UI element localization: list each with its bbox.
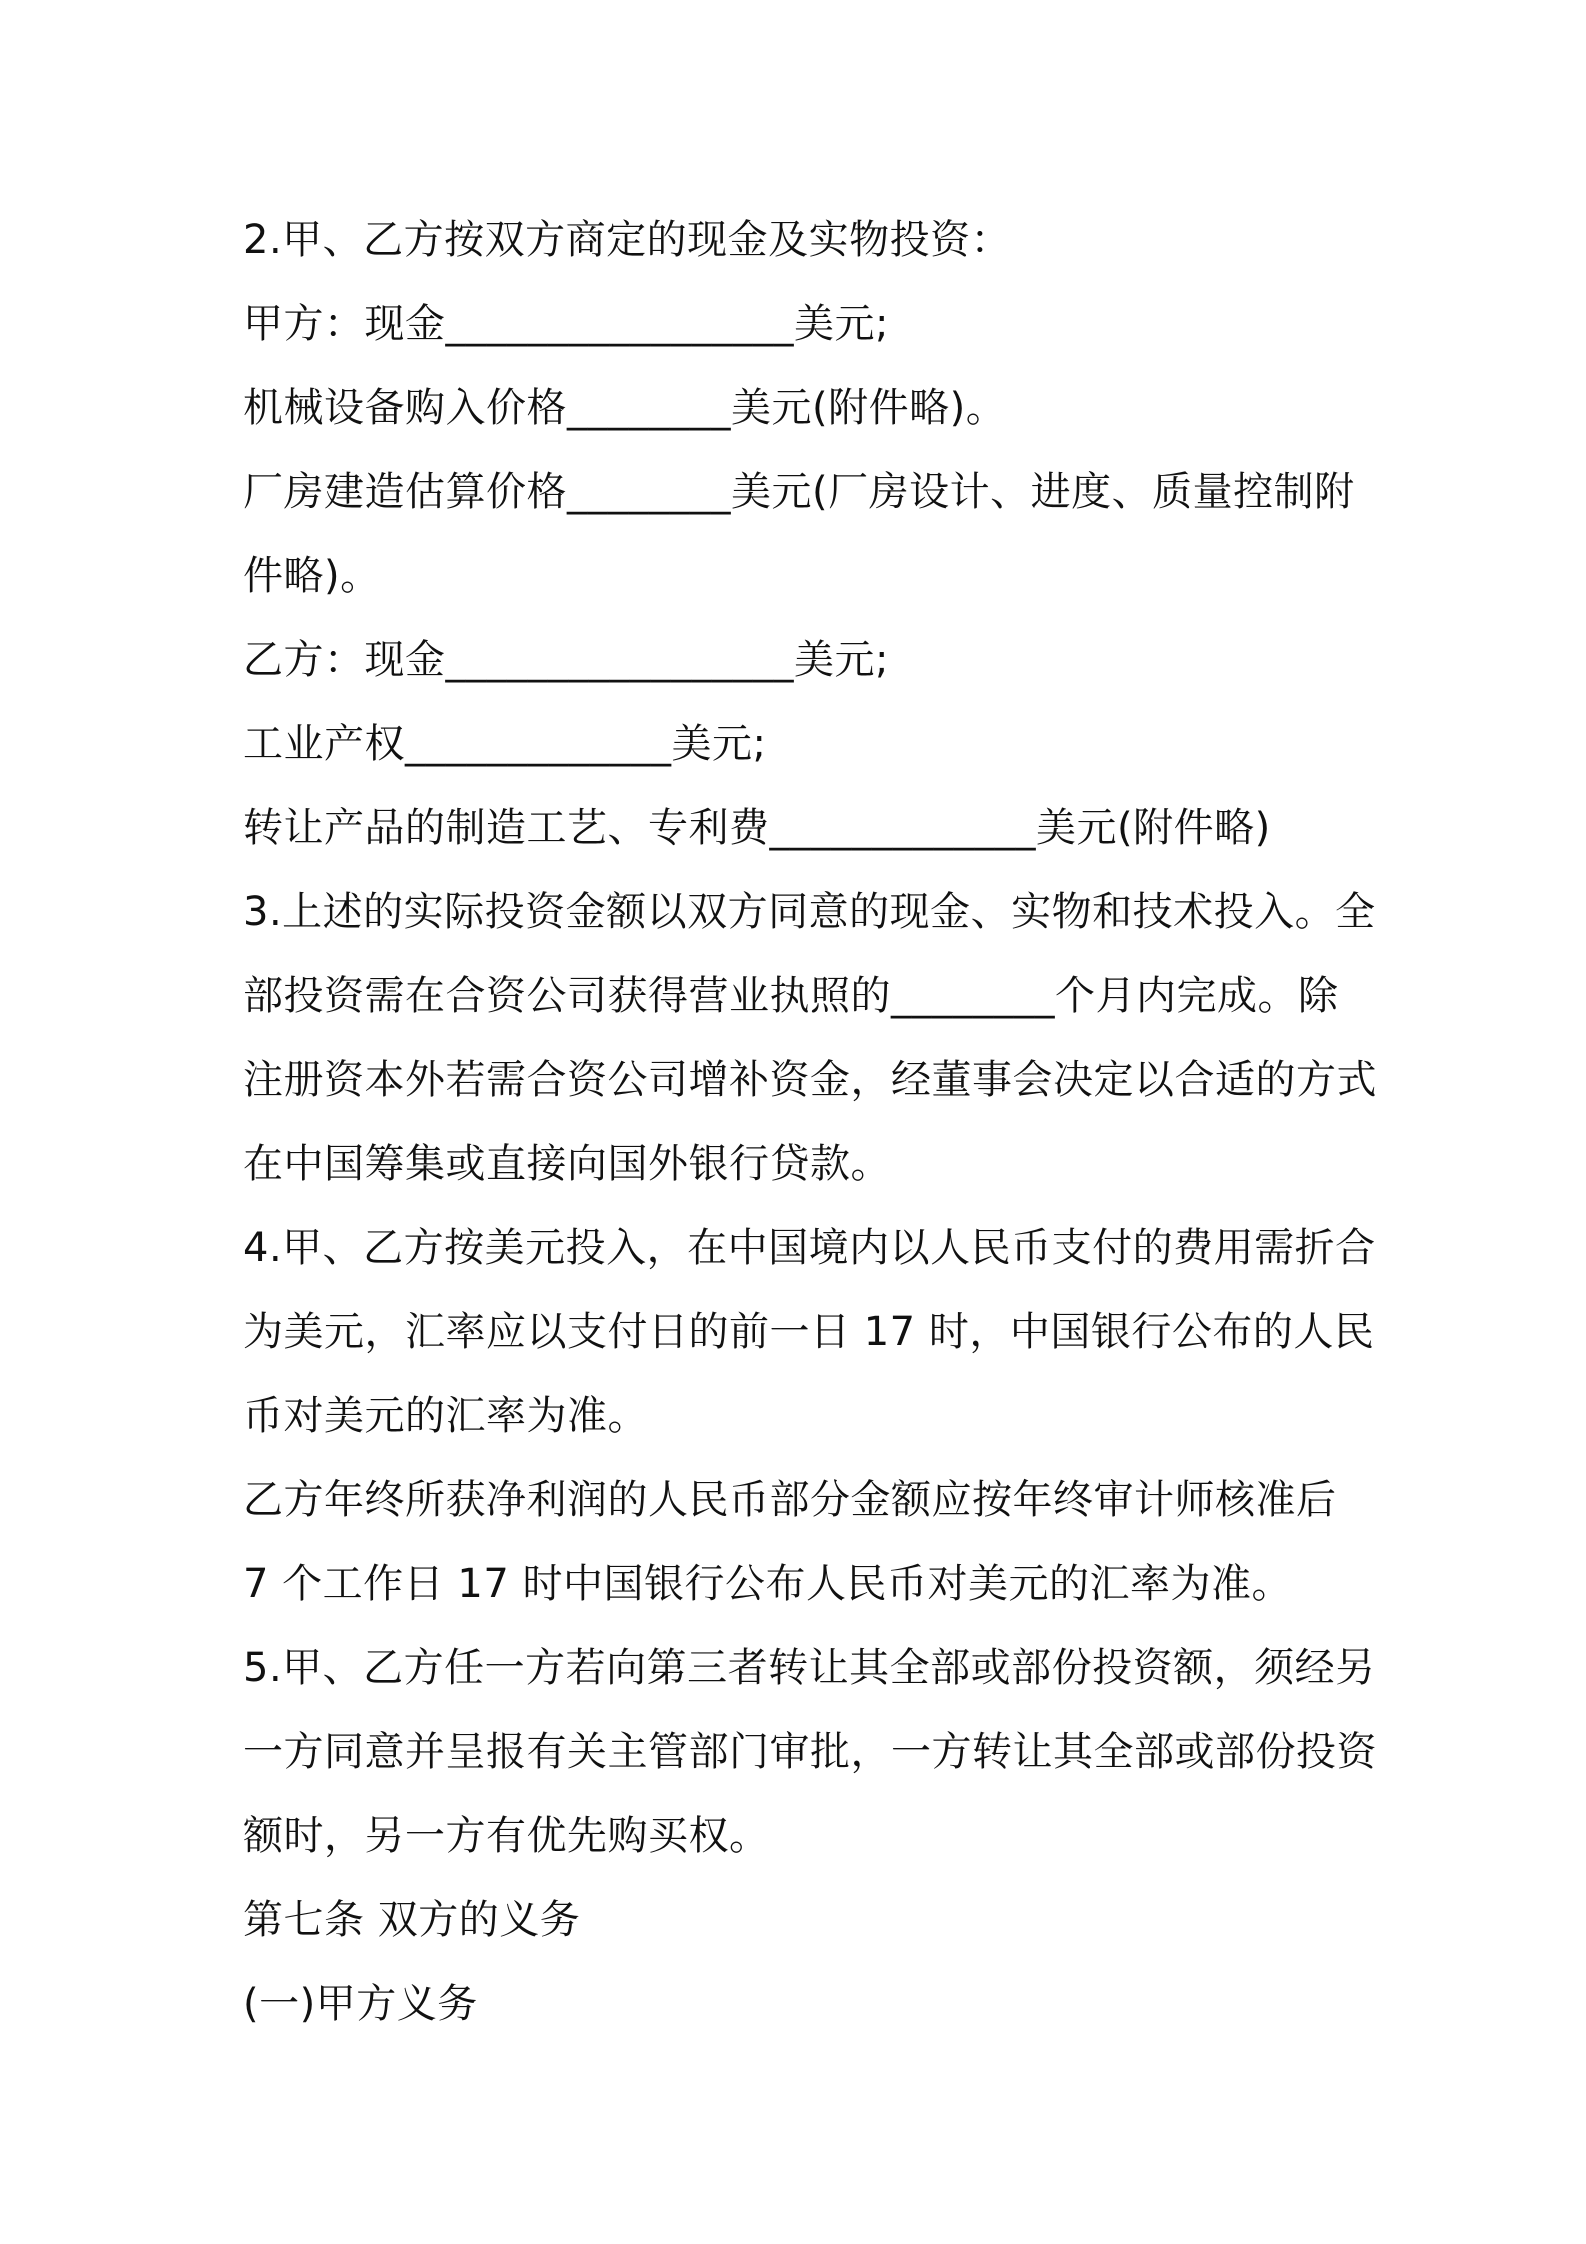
clause-4-line-3: 币对美元的汇率为准。	[243, 1393, 648, 1439]
party-a-cash-line: 甲方：现金_________________美元;	[243, 301, 889, 347]
clause-3-line-3: 注册资本外若需合资公司增补资金，经董事会决定以合适的方式	[243, 1057, 1377, 1103]
profit-conversion-line-2: 7 个工作日 17 时中国银行公布人民币对美元的汇率为准。	[243, 1561, 1292, 1607]
factory-price-line: 厂房建造估算价格________美元(厂房设计、进度、质量控制附	[243, 469, 1355, 515]
clause-2-heading: 2.甲、乙方按双方商定的现金及实物投资：	[243, 217, 1012, 263]
equipment-price-line: 机械设备购入价格________美元(附件略)。	[243, 385, 1007, 431]
clause-3-line-2: 部投资需在合资公司获得营业执照的________个月内完成。除	[243, 973, 1339, 1019]
document-body	[243, 198, 1377, 2046]
party-b-cash-line: 乙方：现金_________________美元;	[243, 637, 889, 683]
clause-4-line-1: 4.甲、乙方按美元投入，在中国境内以人民币支付的费用需折合	[243, 1225, 1376, 1271]
clause-4-line-2: 为美元，汇率应以支付日的前一日 17 时，中国银行公布的人民	[243, 1309, 1375, 1355]
clause-3-line-4: 在中国筹集或直接向国外银行贷款。	[243, 1141, 891, 1187]
article-7-heading: 第七条 双方的义务	[243, 1897, 581, 1943]
clause-3-line-1: 3.上述的实际投资金额以双方同意的现金、实物和技术投入。全	[243, 889, 1376, 935]
clause-5-line-3: 额时，另一方有优先购买权。	[243, 1813, 770, 1859]
profit-conversion-line-1: 乙方年终所获净利润的人民币部分金额应按年终审计师核准后	[243, 1477, 1337, 1523]
clause-5-line-2: 一方同意并呈报有关主管部门审批，一方转让其全部或部份投资	[243, 1729, 1377, 1775]
factory-price-line-cont: 件略)。	[243, 553, 381, 599]
patent-fee-line: 转让产品的制造工艺、专利费_____________美元(附件略)	[243, 805, 1271, 851]
party-a-obligations-heading: (一)甲方义务	[243, 1981, 478, 2027]
industrial-property-line: 工业产权_____________美元;	[243, 721, 767, 767]
clause-5-line-1: 5.甲、乙方任一方若向第三者转让其全部或部份投资额，须经另	[243, 1645, 1376, 1691]
